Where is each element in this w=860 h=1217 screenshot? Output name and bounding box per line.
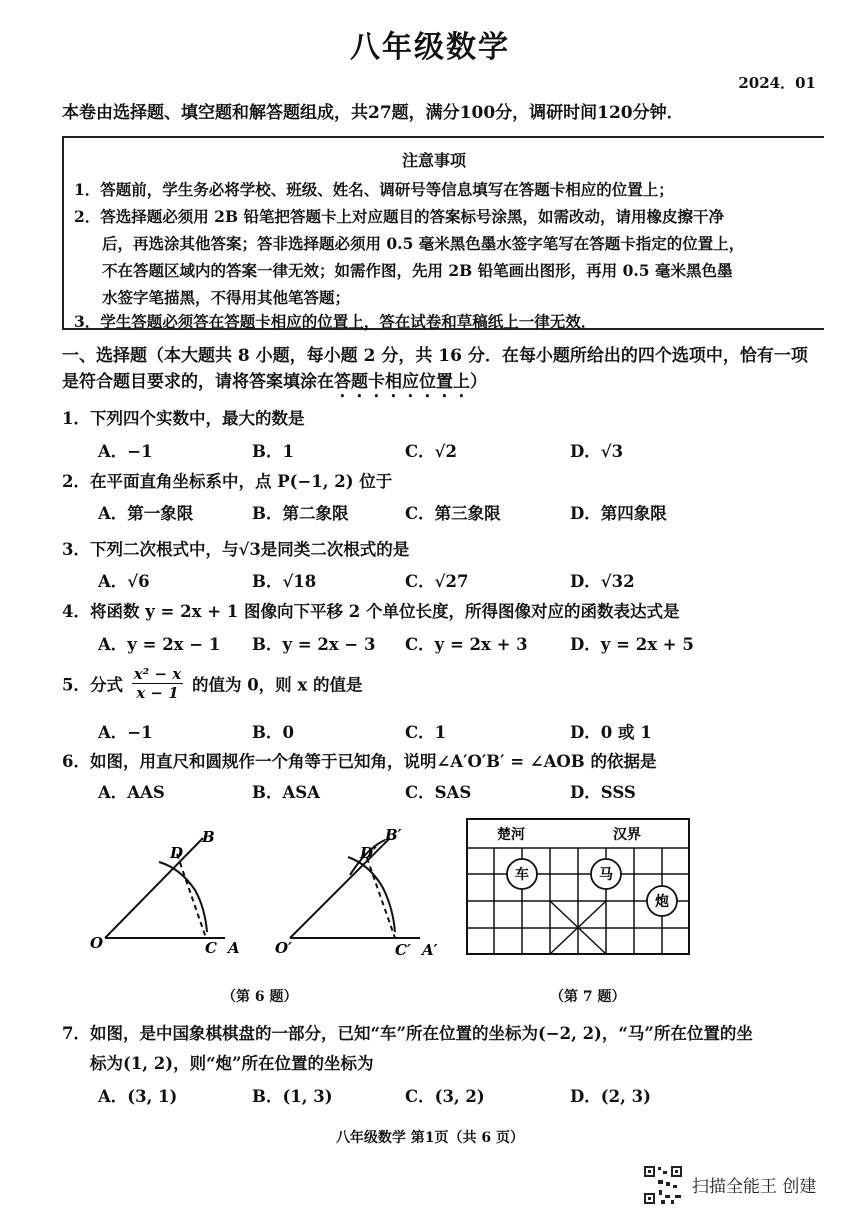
question-7-line-1: 7．如图，是中国象棋棋盘的一部分，已知“车”所在位置的坐标为(−2, 2)，“马”所在位置的坐 xyxy=(62,1024,753,1043)
q3-option-c: C．√27 xyxy=(405,572,469,591)
q5-fraction xyxy=(132,665,183,702)
q6-option-c: C．SAS xyxy=(405,783,472,802)
notice-line-3: 后，再选涂其他答案；答非选择题必须用 0.5 毫米黑色墨水签字笔写在答题卡指定的位置上， xyxy=(102,234,745,253)
piece-ma-label: 马 xyxy=(599,867,613,883)
q3-option-b: B．√18 xyxy=(252,572,317,591)
figure-6-right xyxy=(290,838,420,938)
question-1: 1．下列四个实数中，最大的数是 xyxy=(62,409,305,428)
q5-stem-prefix: 5．分式 xyxy=(62,675,123,695)
segment-cd xyxy=(177,854,206,938)
section-line-2c: ） xyxy=(470,372,487,392)
q4-option-b: B．y = 2x − 3 xyxy=(252,635,376,654)
notice-line-5: 水签字笔描黑，不得用其他笔答题； xyxy=(102,288,351,307)
notice-line-1: 1．答题前，学生务必将学校、班级、姓名、调研号等信息填写在答题卡相应的位置上； xyxy=(74,180,674,199)
q7-option-c: C．(3, 2) xyxy=(405,1087,485,1106)
page-footer: 八年级数学 第1页（共 6 页） xyxy=(335,1130,525,1146)
q6-option-b: B．ASA xyxy=(252,783,320,802)
label-b-prime: B′ xyxy=(385,826,402,844)
q1-option-b: B．1 xyxy=(252,442,294,461)
notice-title: 注意事项 xyxy=(401,151,466,170)
page-title: 八年级数学 xyxy=(350,30,510,65)
piece-che xyxy=(507,859,537,889)
section-line-2 xyxy=(62,369,822,402)
q5-fraction-numerator: x² − x xyxy=(133,665,182,683)
figure-6 xyxy=(85,820,455,965)
q2-option-b: B．第二象限 xyxy=(252,504,349,523)
question-4: 4．将函数 y = 2x + 1 图像向下平移 2 个单位长度，所得图像对应的函数表达式是 xyxy=(62,602,680,621)
label-a: A xyxy=(228,939,240,957)
label-o-prime: O′ xyxy=(275,939,293,957)
label-c-prime: C′ xyxy=(395,941,411,959)
piece-che-label: 车 xyxy=(515,867,529,883)
exam-intro: 本卷由选择题、填空题和解答题组成，共27题，满分100分，调研时间120分钟． xyxy=(62,103,684,123)
q5-fraction-denominator: x − 1 xyxy=(136,684,179,702)
figure-7-caption: （第 7 题） xyxy=(550,989,626,1005)
figure-7-chessboard xyxy=(465,817,691,957)
section-heading xyxy=(62,343,822,402)
q3-option-d: D．√32 xyxy=(570,572,635,591)
scanner-watermark: 扫描全能王 创建 xyxy=(692,1177,817,1197)
q5-option-d: D．0 或 1 xyxy=(570,723,652,742)
q6-option-d: D．SSS xyxy=(570,783,636,802)
q4-option-d: D．y = 2x + 5 xyxy=(570,635,694,654)
river-right-label: 汉界 xyxy=(613,827,641,843)
section-line-1: 一、选择题（本大题共 8 小题，每小题 2 分，共 16 分．在每小题所给出的四个选项中，恰有一项 xyxy=(62,346,808,366)
label-b: B xyxy=(202,828,215,846)
question-5 xyxy=(62,665,363,702)
river-left-label: 楚河 xyxy=(497,827,525,843)
notice-box xyxy=(62,136,824,330)
label-d-prime: D′ xyxy=(360,844,377,862)
q7-option-d: D．(2, 3) xyxy=(570,1087,651,1106)
question-7-line-2: 标为(1, 2)，则“炮”所在位置的坐标为 xyxy=(90,1054,374,1073)
section-line-2-emphasis: 答题卡相应位置上 xyxy=(334,372,470,392)
q7-option-a: A．(3, 1) xyxy=(98,1087,178,1106)
question-6: 6．如图，用直尺和圆规作一个角等于已知角，说明∠A′O′B′ = ∠AOB 的依据是 xyxy=(62,752,657,771)
label-d: D xyxy=(170,844,184,862)
question-2: 2．在平面直角坐标系中，点 P(−1, 2) 位于 xyxy=(62,472,393,491)
q1-option-c: C．√2 xyxy=(405,442,457,461)
label-a-prime: A′ xyxy=(422,941,438,959)
piece-pao-label: 炮 xyxy=(655,894,669,910)
notice-line-2: 2．答选择题必须用 2B 铅笔把答题卡上对应题目的答案标号涂黑，如需改动，请用橡皮擦干净 xyxy=(74,207,724,226)
q3-option-a: A．√6 xyxy=(98,572,150,591)
section-line-2a: 是符合题目要求的，请将答案填涂在 xyxy=(62,372,334,392)
q5-option-a: A．−1 xyxy=(98,723,153,742)
piece-ma xyxy=(591,859,621,889)
figure-6-left xyxy=(105,838,225,938)
figure-6-caption: （第 6 题） xyxy=(222,989,298,1005)
q6-option-a: A．AAS xyxy=(98,783,165,802)
q5-stem-suffix: 的值为 0，则 x 的值是 xyxy=(191,675,363,695)
segment-c2d2 xyxy=(367,858,395,938)
ray-ob xyxy=(105,838,203,938)
q2-option-a: A．第一象限 xyxy=(98,504,194,523)
qr-code-icon xyxy=(643,1165,683,1205)
notice-line-4: 不在答题区域内的答案一律无效；如需作图，先用 2B 铅笔画出图形，再用 0.5 毫米黑色墨 xyxy=(102,261,733,280)
q2-option-c: C．第三象限 xyxy=(405,504,501,523)
q1-option-d: D．√3 xyxy=(570,442,624,461)
q5-option-c: C．1 xyxy=(405,723,447,742)
q5-option-b: B．0 xyxy=(252,723,294,742)
question-3: 3．下列二次根式中，与√3是同类二次根式的是 xyxy=(62,540,410,559)
q4-option-c: C．y = 2x + 3 xyxy=(405,635,528,654)
exam-date: 2024．01 xyxy=(738,74,816,92)
q4-option-a: A．y = 2x − 1 xyxy=(98,635,221,654)
notice-line-6: 3．学生答题必须答在答题卡相应的位置上，答在试卷和草稿纸上一律无效． xyxy=(74,312,597,331)
q7-option-b: B．(1, 3) xyxy=(252,1087,333,1106)
q2-option-d: D．第四象限 xyxy=(570,504,667,523)
label-o: O xyxy=(90,934,104,952)
label-c: C xyxy=(205,939,217,957)
piece-pao xyxy=(647,886,677,916)
q1-option-a: A．−1 xyxy=(98,442,153,461)
